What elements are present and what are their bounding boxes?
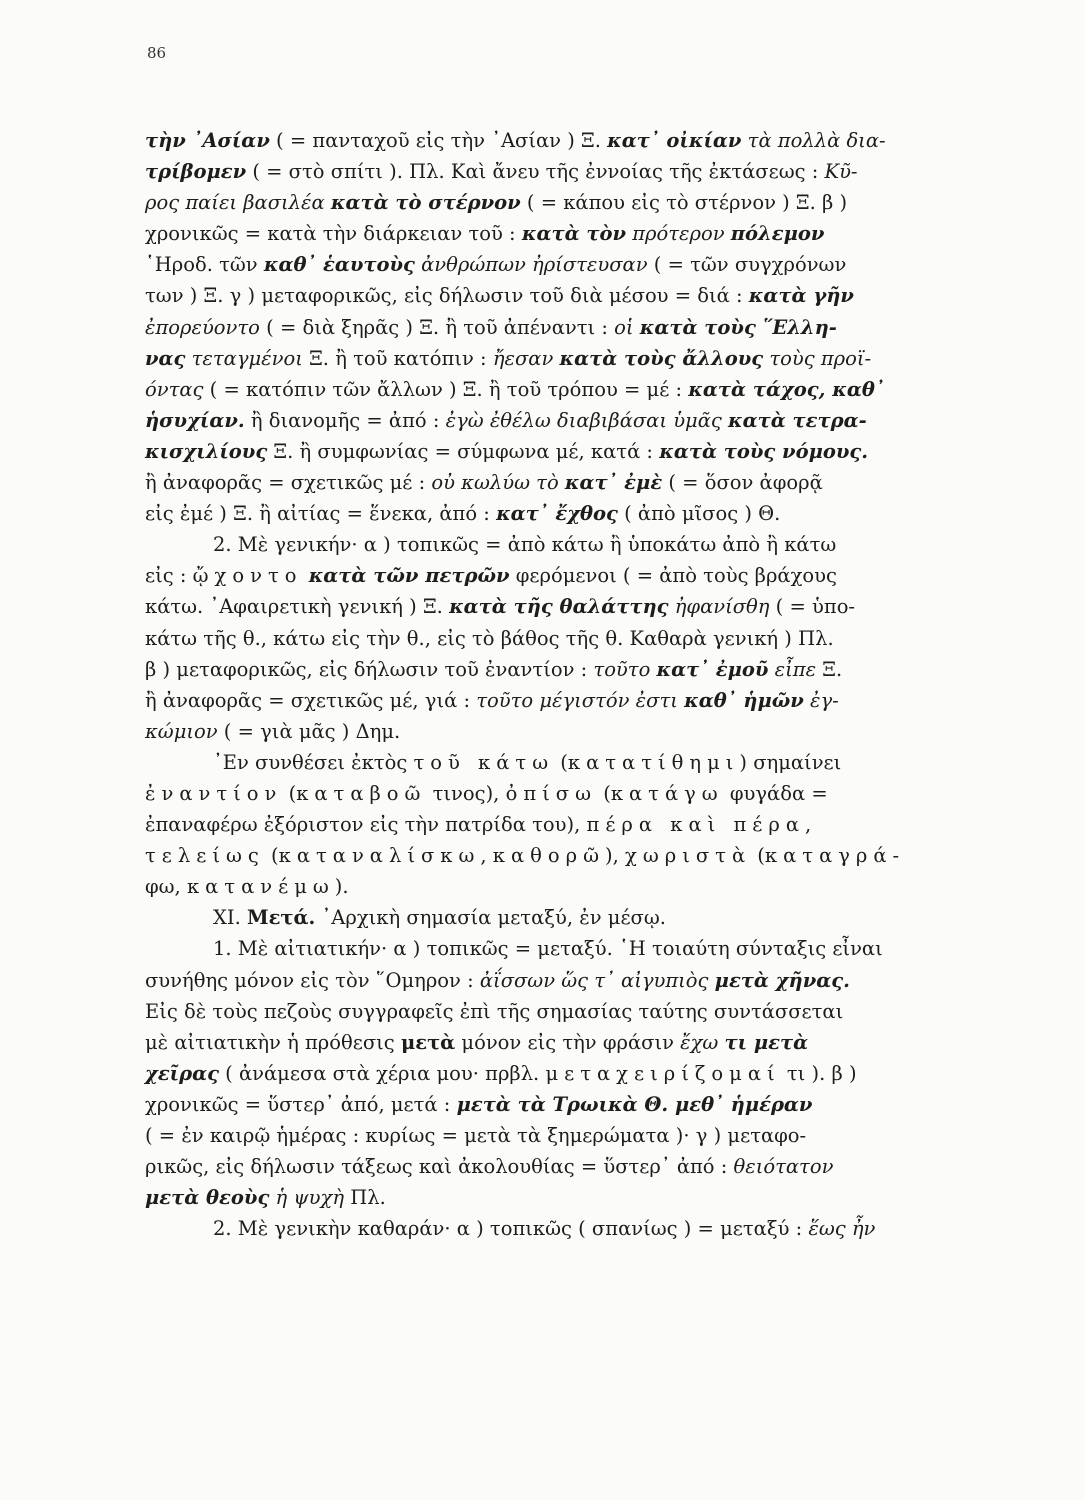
text-line	[145, 343, 945, 374]
text-line	[145, 467, 945, 498]
text-line	[145, 218, 945, 249]
text-segment: καταγρά-	[764, 844, 906, 868]
text-segment: κάτω τῆς θ., κάτω εἰς τὴν θ., εἰς τὸ βάθος τῆς θ. Καθαρὰ γενική ) Πλ.	[145, 626, 834, 650]
text-segment: τι μετὰ	[724, 1030, 809, 1054]
text-segment: πόλεμον	[730, 222, 825, 246]
text-segment: Κῦ-	[824, 160, 858, 184]
text-segment: Πλ.	[344, 1186, 386, 1210]
text-segment: νας	[145, 346, 186, 370]
text-segment: κώμιον	[145, 719, 218, 743]
text-line	[145, 374, 945, 405]
text-segment: χωριστὰ	[625, 844, 752, 868]
text-segment: κάτω. ᾿Αφαιρετικὴ γενική ) Ξ.	[145, 595, 450, 619]
text-line	[145, 747, 945, 778]
text-segment: ( = διὰ ξηρᾶς ) Ξ. ἢ τοῦ ἀπέναντι :	[259, 315, 615, 339]
text-line	[145, 312, 945, 343]
text-segment: καθ᾿ ἑαυτοὺς	[263, 253, 415, 277]
text-line	[145, 591, 945, 622]
text-segment: ἠφανίσθη	[668, 595, 770, 619]
text-segment: τι ). β )	[780, 1061, 857, 1085]
text-segment: καθορῶ	[492, 844, 605, 868]
text-segment: κατὰ τὸ στέρνον	[330, 191, 521, 215]
text-segment: εἶπε	[768, 657, 817, 681]
text-segment: Εἰς δὲ τοὺς πεζοὺς συγγραφεῖς ἐπὶ τῆς σημασίας ταύτης συντάσσεται	[145, 999, 844, 1023]
text-segment: κατὰ γῆν	[748, 284, 854, 308]
text-segment: τεταγμένοι	[185, 346, 303, 370]
text-segment: β ) μεταφορικῶς, εἰς δήλωσιν τοῦ ἐναντίον :	[145, 657, 594, 681]
text-segment: ἀΐσσων ὥς τ᾿ αἰγυπιὸς	[479, 968, 715, 992]
text-segment: ἐγ-	[803, 688, 839, 712]
text-segment: φω,	[145, 875, 187, 899]
text-segment: τοῦτο	[593, 657, 657, 681]
text-segment: ρος παίει βασιλέα	[145, 191, 331, 215]
text-line	[145, 1089, 945, 1120]
text-segment: ἐναντίον	[145, 781, 283, 805]
text-segment: ῾Ηροδ. τῶν	[145, 253, 264, 277]
text-segment: ᾿Αρχικὴ σημασία μεταξύ, ἐν μέσῳ.	[315, 906, 666, 930]
text-segment: πρότερον	[626, 222, 731, 246]
text-segment: οὐ κωλύω τὸ	[431, 471, 565, 495]
text-segment: (	[751, 844, 765, 868]
text-segment: κατατίθημι	[567, 750, 740, 774]
text-line	[145, 249, 945, 280]
text-segment: (	[554, 750, 568, 774]
text-segment: κατὰ τετρα-	[728, 408, 867, 432]
text-segment: ἢ διανομῆς = ἀπό :	[244, 408, 446, 432]
text-segment: ( ἀπὸ μῖσος ) Θ.	[617, 502, 781, 526]
text-segment: κατάγω	[610, 781, 724, 805]
text-line	[145, 716, 945, 747]
text-segment: εἰς ἐμέ ) Ξ. ἢ αἰτίας = ἕνεκα, ἀπό :	[145, 502, 497, 526]
text-line	[145, 809, 945, 840]
text-segment: κατὰ τῆς θαλάττης	[449, 595, 669, 619]
text-segment: κατανέμω	[186, 875, 335, 899]
text-segment: κατὰ τοὺς ἄλλους	[559, 346, 764, 370]
text-segment: XI.	[213, 906, 247, 930]
text-segment: μὲ αἰτιατικὴν ἡ πρόθεσις	[145, 1030, 401, 1054]
text-segment: ,	[480, 844, 493, 868]
text-line	[145, 125, 945, 156]
text-line	[145, 436, 945, 467]
text-line	[145, 933, 945, 964]
text-segment: καθ᾿ ἡμῶν	[684, 688, 804, 712]
text-segment: ἐπορεύοντο	[145, 315, 260, 339]
text-segment: 2. Μὲ γενικήν· α ) τοπικῶς = ἀπὸ κάτω ἢ ὑποκάτω ἀπὸ ἢ κάτω	[213, 533, 837, 557]
text-line	[145, 654, 945, 685]
text-segment: ᾿Εν συνθέσει ἐκτὸς	[213, 750, 414, 774]
text-segment: ),	[605, 844, 626, 868]
text-segment: ἕως ἦν	[808, 1217, 876, 1241]
text-line	[145, 156, 945, 187]
text-segment: κισχιλίους	[145, 439, 268, 463]
text-segment: κατὰ τάχος, καθ᾿	[688, 377, 885, 401]
text-segment: ( = γιὰ μᾶς ) Δημ.	[217, 719, 401, 743]
body-text	[145, 125, 945, 1244]
text-segment: κατ᾿ ἐμοῦ	[656, 657, 769, 681]
text-segment: καταβοῶ	[296, 781, 427, 805]
text-segment: οἱ	[614, 315, 640, 339]
text-segment: των ) Ξ. γ ) μεταφορικῶς, εἰς δήλωσιν τοῦ διὰ μέσου = διά :	[145, 284, 749, 308]
text-segment: ἀνθρώπων ἠρίστευσαν	[414, 253, 648, 277]
text-segment: Ξ.	[816, 657, 843, 681]
text-segment: ( = στὸ σπίτι ). Πλ. Καὶ ἄνευ τῆς ἐννοίας τῆς ἐκτάσεως :	[246, 160, 825, 184]
text-line	[145, 560, 945, 591]
text-segment: ( = κατόπιν τῶν ἄλλων ) Ξ. ἢ τοῦ τρόπου = μέ :	[203, 377, 689, 401]
text-segment: ὀπίσω	[505, 781, 597, 805]
text-segment: ἐγὼ ἐθέλω διαβιβάσαι ὑμᾶς	[445, 408, 729, 432]
text-segment: κατ᾿ οἰκίαν	[607, 129, 742, 152]
text-segment: κατὰ τοὺς νόμους.	[659, 439, 869, 463]
text-segment: ( = ὑπο-	[769, 595, 856, 619]
text-line	[145, 405, 945, 436]
text-line	[145, 1120, 945, 1151]
text-line	[145, 1213, 945, 1244]
text-segment: εἰς :	[145, 564, 193, 588]
text-line	[145, 1058, 945, 1089]
text-segment: πέρα καὶ πέρα,	[586, 813, 818, 837]
text-line	[145, 902, 945, 933]
text-segment: ἡ ψυχὴ	[269, 1186, 345, 1210]
text-segment: όντας	[145, 377, 204, 401]
text-segment: τοῦ κάτω	[413, 750, 555, 774]
text-segment: ἢ ἀναφορᾶς = σχετικῶς μέ :	[145, 471, 432, 495]
text-segment: μετὰ θεοὺς	[145, 1186, 270, 1210]
text-line	[145, 840, 945, 871]
text-segment: 2. Μὲ γενικὴν καθαράν· α ) τοπικῶς ( σπανίως ) = μεταξύ :	[213, 1217, 809, 1241]
text-segment: τὰ πολλὰ δια-	[741, 129, 886, 152]
text-segment: κατ᾿ ἔχθος	[496, 502, 618, 526]
text-segment: ( ἀνάμεσα στὰ χέρια μου· πρβλ.	[218, 1061, 546, 1085]
text-segment: κατὰ τοὺς ῞Ελλη-	[639, 315, 837, 339]
text-segment: τρίβομεν	[145, 160, 247, 184]
text-segment: ἐπαναφέρω ἐξόριστον εἰς τὴν πατρίδα του),	[145, 813, 587, 837]
text-segment: τοὺς προϊ-	[763, 346, 872, 370]
text-segment: ἔχω	[680, 1030, 725, 1054]
text-line	[145, 1151, 945, 1182]
text-segment: ἤεσαν	[492, 346, 560, 370]
text-segment: ( = ἐν καιρῷ ἡμέρας : κυρίως = μετὰ τὰ ξημερώματα )· γ ) μεταφο-	[145, 1124, 807, 1147]
text-line	[145, 529, 945, 560]
text-segment: ἡσυχίαν.	[145, 408, 245, 432]
text-segment: Ξ. ἢ τοῦ κατόπιν :	[302, 346, 493, 370]
text-segment: ᾤχοντο	[192, 564, 303, 588]
text-segment: μετὰ τὰ Τρωικὰ Θ. μεθ᾿ ἡμέραν	[456, 1092, 813, 1116]
text-segment: κατὰ τῶν πετρῶν	[308, 564, 510, 588]
text-segment: φερόμενοι ( = ἀπὸ τοὺς βράχους	[509, 564, 837, 588]
text-segment: μετὰ	[400, 1030, 456, 1054]
page-number: 86	[147, 44, 167, 62]
text-segment: μεταχειρίζομαί	[545, 1061, 781, 1085]
text-segment: μετὰ χῆνας.	[714, 968, 850, 992]
text-segment: τοῦτο μέγιστόν ἐστι	[476, 688, 685, 712]
text-segment: Μετά.	[246, 906, 316, 930]
text-segment: ) σημαίνει	[739, 750, 842, 774]
text-segment: μόνον εἰς τὴν φράσιν	[455, 1030, 681, 1054]
text-segment: τὴν ᾿Ασίαν	[145, 129, 270, 152]
text-line	[145, 623, 945, 654]
text-segment: ).	[334, 875, 349, 899]
text-segment: ( = κάπου εἰς τὸ στέρνον ) Ξ. β )	[520, 191, 848, 215]
text-segment: χρονικῶς = ὕστερ᾿ ἀπό, μετά :	[145, 1092, 457, 1116]
text-line	[145, 996, 945, 1027]
text-segment: 1. Μὲ αἰτιατικήν· α ) τοπικῶς = μεταξύ. ῾Η τοιαύτη σύνταξις εἶναι	[213, 937, 883, 961]
text-segment: κατὰ τὸν	[521, 222, 627, 246]
text-segment: τινος),	[426, 781, 506, 805]
text-line	[145, 965, 945, 996]
text-segment: Ξ. ἢ συμφωνίας = σύμφωνα μέ, κατά :	[267, 439, 660, 463]
text-segment: τελείως	[145, 844, 265, 868]
text-segment: κατ᾿ ἐμὲ	[564, 471, 663, 495]
text-segment: ( = τῶν συγχρόνων	[647, 253, 847, 277]
text-segment: χεῖρας	[145, 1061, 219, 1085]
text-line	[145, 1182, 945, 1213]
text-line	[145, 187, 945, 218]
text-segment: ( = πανταχοῦ εἰς τὴν ᾿Ασίαν ) Ξ.	[269, 129, 608, 152]
text-line	[145, 498, 945, 529]
text-segment: ( = ὅσον ἀφορᾷ	[662, 471, 823, 495]
text-segment: χρονικῶς = κατὰ τὴν διάρκειαν τοῦ :	[145, 222, 522, 246]
text-segment: θειότατον	[733, 1155, 834, 1179]
text-line	[145, 871, 945, 902]
text-segment: ἢ ἀναφορᾶς = σχετικῶς μέ, γιά :	[145, 688, 477, 712]
text-segment: (	[597, 781, 611, 805]
text-segment: (	[264, 844, 279, 868]
text-line	[145, 280, 945, 311]
text-line	[145, 778, 945, 809]
text-segment: (	[282, 781, 297, 805]
text-line	[145, 685, 945, 716]
text-segment: καταναλίσκω	[278, 844, 481, 868]
text-segment: φυγάδα =	[723, 781, 828, 805]
text-segment: ρικῶς, εἰς δήλωσιν τάξεως καὶ ἀκολουθίας = ὕστερ᾿ ἀπό :	[145, 1155, 734, 1179]
text-segment: συνήθης μόνον εἰς τὸν ῞Ομηρον :	[145, 968, 480, 992]
text-line	[145, 1027, 945, 1058]
